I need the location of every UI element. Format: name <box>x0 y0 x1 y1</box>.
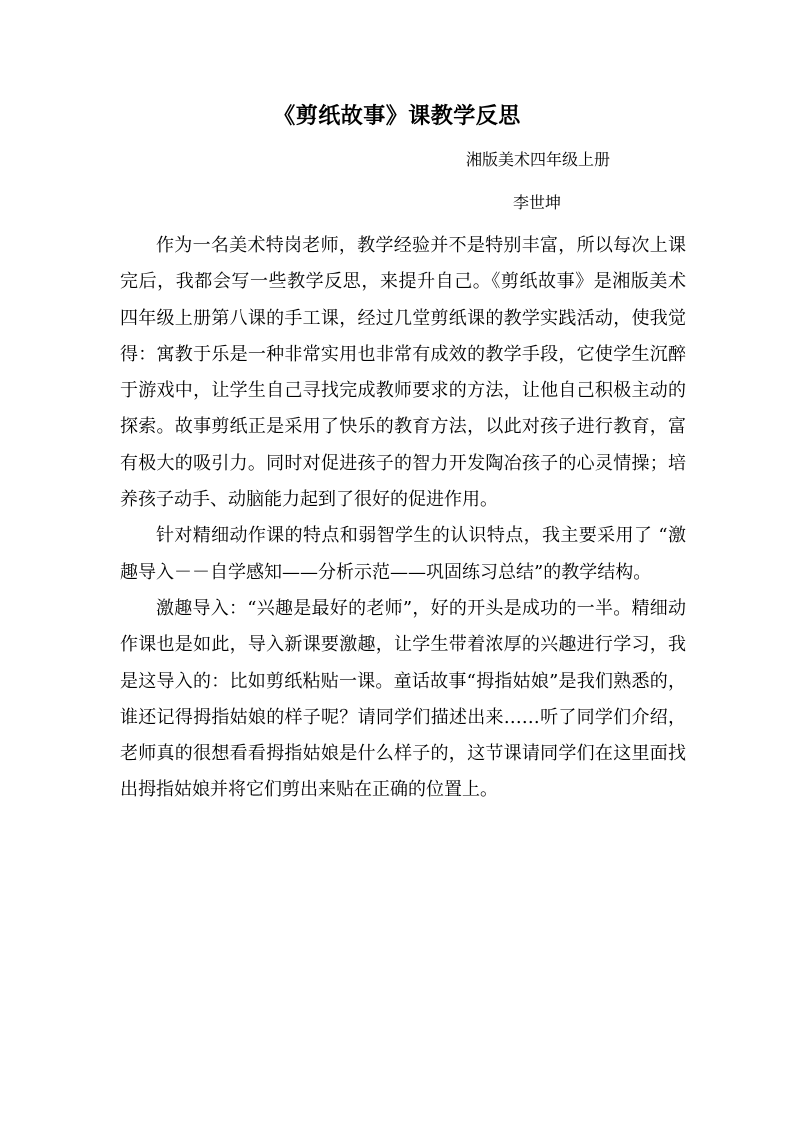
document-title: 《剪纸故事》课教学反思 <box>273 103 521 129</box>
document-subtitle: 湘版美术四年级上册 <box>466 150 611 169</box>
document-author: 李世坤 <box>513 193 562 212</box>
document-body <box>120 228 686 809</box>
paragraph-interest-intro: 激趣导入：“兴趣是最好的老师”，好的开头是成功的一半。精细动作课也是如此，导入新课要激趣，让学生带着浓厚的兴趣进行学习，我是这导入的：比如剪纸粘贴一课。童话故事“拇指姑娘”是我们熟悉的，谁还记得拇指姑娘的样子呢？请同学们描述出来……听了同学们介绍，老师真的很想看看拇指姑娘是什么样子的，这节课请同学们在这里面找出拇指姑娘并将它们剪出来贴在正确的位置上。 <box>120 597 686 801</box>
paragraph-structure: 针对精细动作课的特点和弱智学生的认识特点，我主要采用了 “激趣导入－－自学感知——分析示范——巩固练习总结”的教学结构。 <box>120 525 686 583</box>
paragraph-intro: 作为一名美术特岗老师，教学经验并不是特别丰富，所以每次上课完后，我都会写一些教学反思，来提升自己。《剪纸故事》是湘版美术四年级上册第八课的手工课，经过几堂剪纸课的教学实践活动，使我觉得：寓教于乐是一种非常实用也非常有成效的教学手段，它使学生沉醉于游戏中，让学生自己寻找完成教师要求的方法，让他自己积极主动的探索。故事剪纸正是采用了快乐的教育方法，以此对孩子进行教育，富有极大的吸引力。同时对促进孩子的智力开发陶冶孩子的心灵情操；培养孩子动手、动脑能力起到了很好的促进作用。 <box>120 235 686 511</box>
